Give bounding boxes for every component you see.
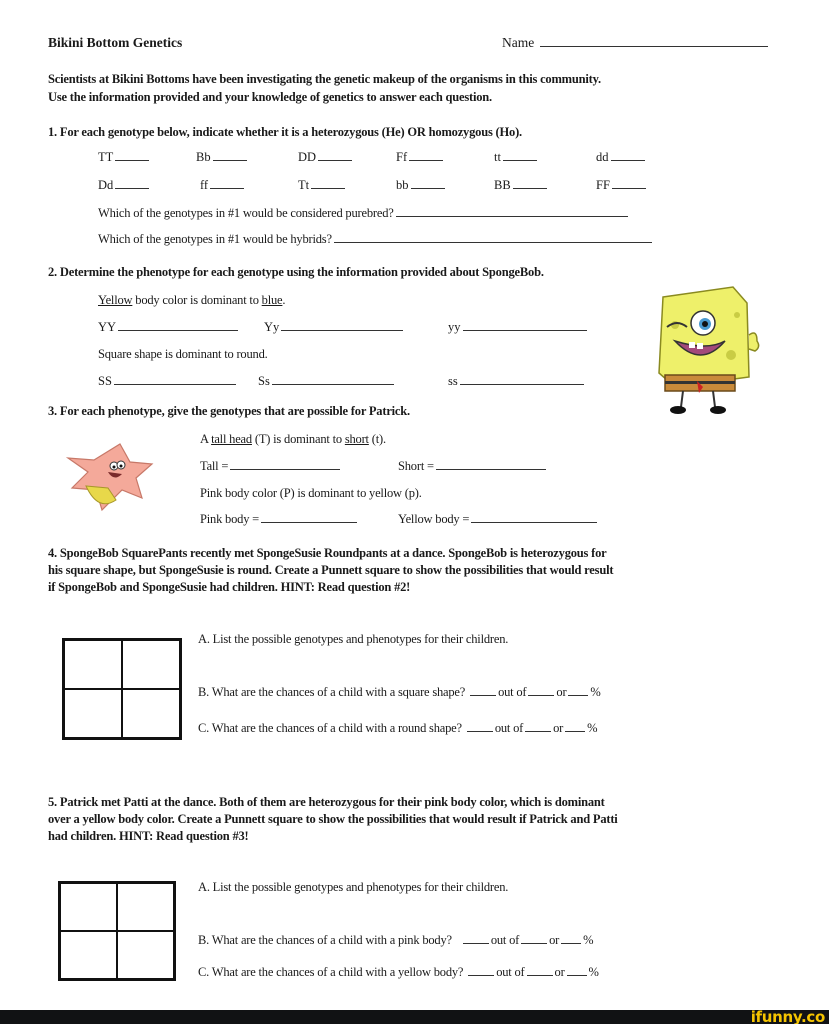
q3-rule-color: Pink body color (P) is dominant to yellow (p).: [200, 486, 422, 500]
q3-short-field[interactable]: Short =: [398, 459, 548, 474]
q5-line-3: had children. HINT: Read question #3!: [48, 829, 249, 843]
intro-line-2: Use the information provided and your knowledge of genetics to answer each question.: [48, 90, 492, 104]
q5-punnett-square[interactable]: [58, 881, 176, 981]
genotype-item[interactable]: tt: [494, 150, 539, 165]
q2-rule-shape: Square shape is dominant to round.: [98, 347, 268, 361]
genotype-item[interactable]: DD: [298, 150, 354, 165]
q3-tall-field[interactable]: Tall =: [200, 459, 342, 474]
q5-part-c[interactable]: C. What are the chances of a child with a yellow body? out of or %: [198, 965, 599, 979]
q2-genotype-item[interactable]: Yy: [264, 320, 405, 335]
spongebob-illustration: [645, 285, 765, 420]
genotype-item[interactable]: Bb: [196, 150, 249, 165]
q1-hybrids-question[interactable]: Which of the genotypes in #1 would be hybrids?: [98, 232, 654, 247]
patrick-illustration: [58, 440, 158, 525]
genotype-item[interactable]: TT: [98, 150, 151, 165]
q5-line-2: over a yellow body color. Create a Punnett square to show the possibilities that would result if Patrick and Patti: [48, 812, 618, 826]
ifunny-watermark: ifunny.co: [750, 1008, 825, 1024]
q4-part-a: A. List the possible genotypes and phenotypes for their children.: [198, 632, 509, 646]
genotype-item[interactable]: FF: [596, 178, 648, 193]
genotype-item[interactable]: bb: [396, 178, 447, 193]
q2-genotype-item[interactable]: YY: [98, 320, 240, 335]
genotype-item[interactable]: ff: [200, 178, 246, 193]
genotype-item[interactable]: Ff: [396, 150, 445, 165]
q4-line-3: if SpongeBob and SpongeSusie had children. HINT: Read question #2!: [48, 580, 411, 594]
q4-part-b[interactable]: B. What are the chances of a child with a square shape? out of or %: [198, 685, 601, 699]
q2-genotype-item[interactable]: yy: [448, 320, 589, 335]
q4-part-c[interactable]: C. What are the chances of a child with a round shape? out of or %: [198, 721, 598, 735]
genotype-item[interactable]: Dd: [98, 178, 151, 193]
q3-yellow-field[interactable]: Yellow body =: [398, 512, 599, 527]
q5-line-1: 5. Patrick met Patti at the dance. Both of them are heterozygous for their pink body color, which is dominant: [48, 795, 605, 809]
q4-line-1: 4. SpongeBob SquarePants recently met SpongeSusie Roundpants at a dance. SpongeBob is heterozygous for: [48, 546, 607, 560]
name-label: Name: [502, 35, 535, 50]
name-blank[interactable]: [540, 46, 768, 47]
q5-part-a: A. List the possible genotypes and phenotypes for their children.: [198, 880, 509, 894]
q2-prompt: 2. Determine the phenotype for each genotype using the information provided about SpongeBob.: [48, 265, 544, 279]
genotype-item[interactable]: dd: [596, 150, 647, 165]
q2-genotype-item[interactable]: Ss: [258, 374, 396, 389]
q4-punnett-square[interactable]: [62, 638, 182, 740]
worksheet-title: Bikini Bottom Genetics: [48, 35, 183, 50]
q2-genotype-item[interactable]: ss: [448, 374, 586, 389]
q2-rule-color: Yellow body color is dominant to blue.: [98, 293, 286, 307]
name-field[interactable]: [502, 35, 770, 51]
q3-pink-field[interactable]: Pink body =: [200, 512, 359, 527]
q2-genotype-item[interactable]: SS: [98, 374, 238, 389]
watermark-bar: [0, 1010, 829, 1024]
q3-rule-height: A tall head (T) is dominant to short (t).: [200, 432, 386, 446]
genotype-item[interactable]: Tt: [298, 178, 347, 193]
q4-line-2: his square shape, but SpongeSusie is round. Create a Punnett square to show the possibilities that would result: [48, 563, 614, 577]
q5-part-b[interactable]: B. What are the chances of a child with a pink body? out of or %: [198, 933, 594, 947]
genotype-item[interactable]: BB: [494, 178, 549, 193]
q3-prompt: 3. For each phenotype, give the genotypes that are possible for Patrick.: [48, 404, 410, 418]
intro-line-1: Scientists at Bikini Bottoms have been investigating the genetic makeup of the organisms in this community.: [48, 72, 601, 86]
q1-purebred-question[interactable]: Which of the genotypes in #1 would be considered purebred?: [98, 206, 630, 221]
q1-prompt: 1. For each genotype below, indicate whether it is a heterozygous (He) OR homozygous (Ho).: [48, 125, 522, 139]
